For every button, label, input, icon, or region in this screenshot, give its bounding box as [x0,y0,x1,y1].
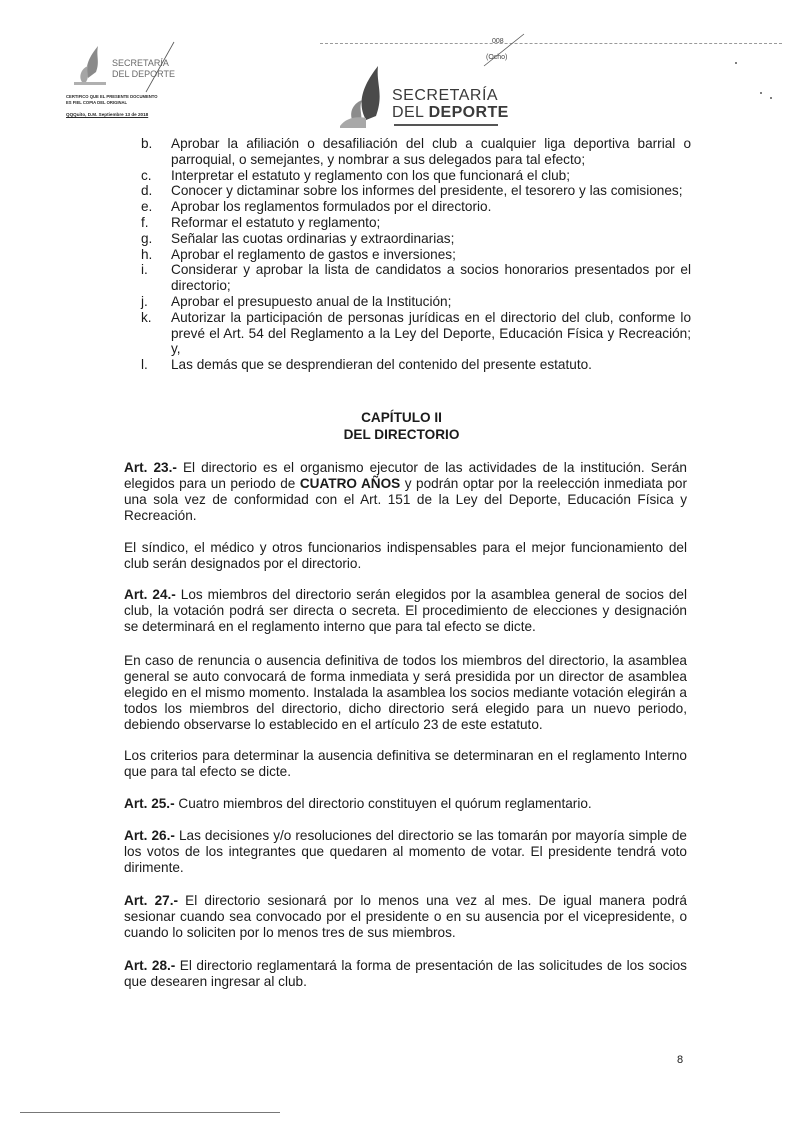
chapter-number: CAPÍTULO II [361,410,442,425]
list-item [141,199,691,215]
header-title-line2-plain: DEL [392,104,429,121]
article-label: Art. 28.- [124,958,176,973]
list-item [141,231,691,247]
article-text: El directorio es el organismo ejecutor de las actividades de la institución. Serán elegidos para un periodo de [124,460,687,491]
list-text: Considerar y aprobar la lista de candidatos a socios honorarios presentados por el directorio; [171,262,691,294]
list-text: Interpretar el estatuto y reglamento con los que funcionará el club; [171,167,570,183]
attributions-list [141,136,691,373]
list-item [141,294,691,310]
stamp-logo-line2: DEL DEPORTE [112,69,176,79]
list-item [141,310,691,357]
article-text: El directorio reglamentará la forma de presentación de las solicitudes de los socios que desearen ingresar al club. [124,958,687,989]
paragraph-criterios: Los criterios para determinar la ausencia definitiva se determinaran en el reglamento Interno que para tal efecto se dicte. [124,748,687,779]
list-item [141,183,691,199]
header-title-line2-bold: DEPORTE [428,104,509,121]
article-text: Las decisiones y/o resoluciones del directorio se las tomarán por mayoría simple de los votos de los integrantes que quedaren al momento de votar. El presidente tendrá voto dirimente. [124,828,687,875]
article-label: Art. 27.- [124,893,178,908]
list-item [141,215,691,231]
list-marker: h. [141,246,153,262]
header-title-line2 [392,104,509,122]
chapter-title: DEL DIRECTORIO [343,427,460,442]
scan-speck [735,62,737,64]
list-item [141,262,691,294]
article-24 [124,587,687,635]
list-marker: e. [141,199,153,215]
scan-speck [770,97,772,99]
list-text: Aprobar los reglamentos formulados por el directorio. [171,199,492,215]
list-marker: f. [141,214,149,230]
list-marker: k. [141,309,152,325]
scan-speck [760,92,762,94]
article-label: Art. 23.- [124,460,177,475]
list-marker: i. [141,262,148,278]
list-text: Aprobar el reglamento de gastos e inversiones; [171,246,456,262]
article-label: Art. 26.- [124,828,175,843]
page-number: 8 [677,1054,684,1066]
article-text: El directorio sesionará por lo menos una vez al mes. De igual manera podrá sesionar cuando sea convocado por el presidente o en su ausencia por el vicepresidente, o cuando lo soliciten por lo menos tres de sus miembros. [124,893,687,940]
header-title-line1: SECRETARÍA [392,87,499,104]
scan-bottom-line [20,1112,280,1113]
list-marker: j. [141,293,148,309]
article-text: Cuatro miembros del directorio constituyen el quórum reglamentario. [174,796,592,811]
list-text: Aprobar el presupuesto anual de la Institución; [171,293,452,309]
list-text: Autorizar la participación de personas jurídicas en el directorio del club, conforme lo prevé el Art. 54 del Reglamento a la Ley del Deporte, Educación Física y Recreación; y, [171,309,691,357]
paragraph-sindico: El síndico, el médico y otros funcionarios indispensables para el mejor funcionamiento del club serán designados por el directorio. [124,540,687,571]
article-26 [124,828,687,876]
folio-word: (Ocho) [486,54,508,61]
term-cuatro-anos: CUATRO AÑOS [299,476,401,491]
folio-number: 008 [492,38,504,45]
article-label: Art. 24.- [124,587,176,602]
list-item [141,168,691,184]
article-27 [124,893,687,941]
article-28 [124,958,687,990]
article-23 [124,460,687,524]
list-marker: b. [141,136,153,151]
list-marker: d. [141,183,153,199]
paragraph-renuncia: En caso de renuncia o ausencia definitiva de todos los miembros del directorio, la asamblea general se auto convocará de forma inmediata y será presidida por un director de asamblea elegido en el mismo momento. Instalada la asamblea los socios mediante votación elegirán a todos los miembros del directorio, dicho directorio será elegido para un nuevo periodo, debiendo observarse lo establecido en el artículo 23 de este estatuto. [124,653,687,732]
list-item [141,357,691,373]
stamp-certification-text: CERTIFICO QUE EL PRESENTE DOCUMENTO ES FIEL COPIA DEL ORIGINAL [66,94,158,105]
list-text: Reformar el estatuto y reglamento; [171,214,381,230]
secretaria-deporte-stamp-logo-icon [66,38,186,94]
list-text: Señalar las cuotas ordinarias y extraordinarias; [171,230,455,246]
list-marker: l. [141,357,148,373]
article-text: Los miembros del directorio serán elegidos por la asamblea general de socios del club, la votación podrá ser directa o secreta. El procedimiento de elecciones y designación se determinará en el reglamento interno que para tal efecto se dicte. [124,587,687,634]
stamp-city-date: QQQuito, D.M. Septiembre 13 de 2018 [66,112,149,117]
list-marker: c. [141,167,152,183]
list-text: Aprobar la afiliación o desafiliación del club a cualquier liga deportiva barrial o parroquial, o semejantes, y nombrar a sus delegados para tal efecto; [171,136,691,167]
article-25 [124,796,687,812]
stamp-logo-line1: SECRETARÍA [112,58,169,68]
article-label: Art. 25.- [124,796,175,811]
list-text: Conocer y dictaminar sobre los informes del presidente, el tesorero y las comisiones; [171,183,683,199]
list-text: Las demás que se desprendieran del contenido del presente estatuto. [171,357,592,373]
list-item [141,136,691,168]
list-marker: g. [141,230,153,246]
article-text: y podrán optar por la reelección inmediata por una sola vez de conformidad con el Art. 151 de la Ley del Deporte, Educación Física y Recreación. [124,476,687,523]
scan-dashed-line [320,43,782,44]
list-item [141,247,691,263]
